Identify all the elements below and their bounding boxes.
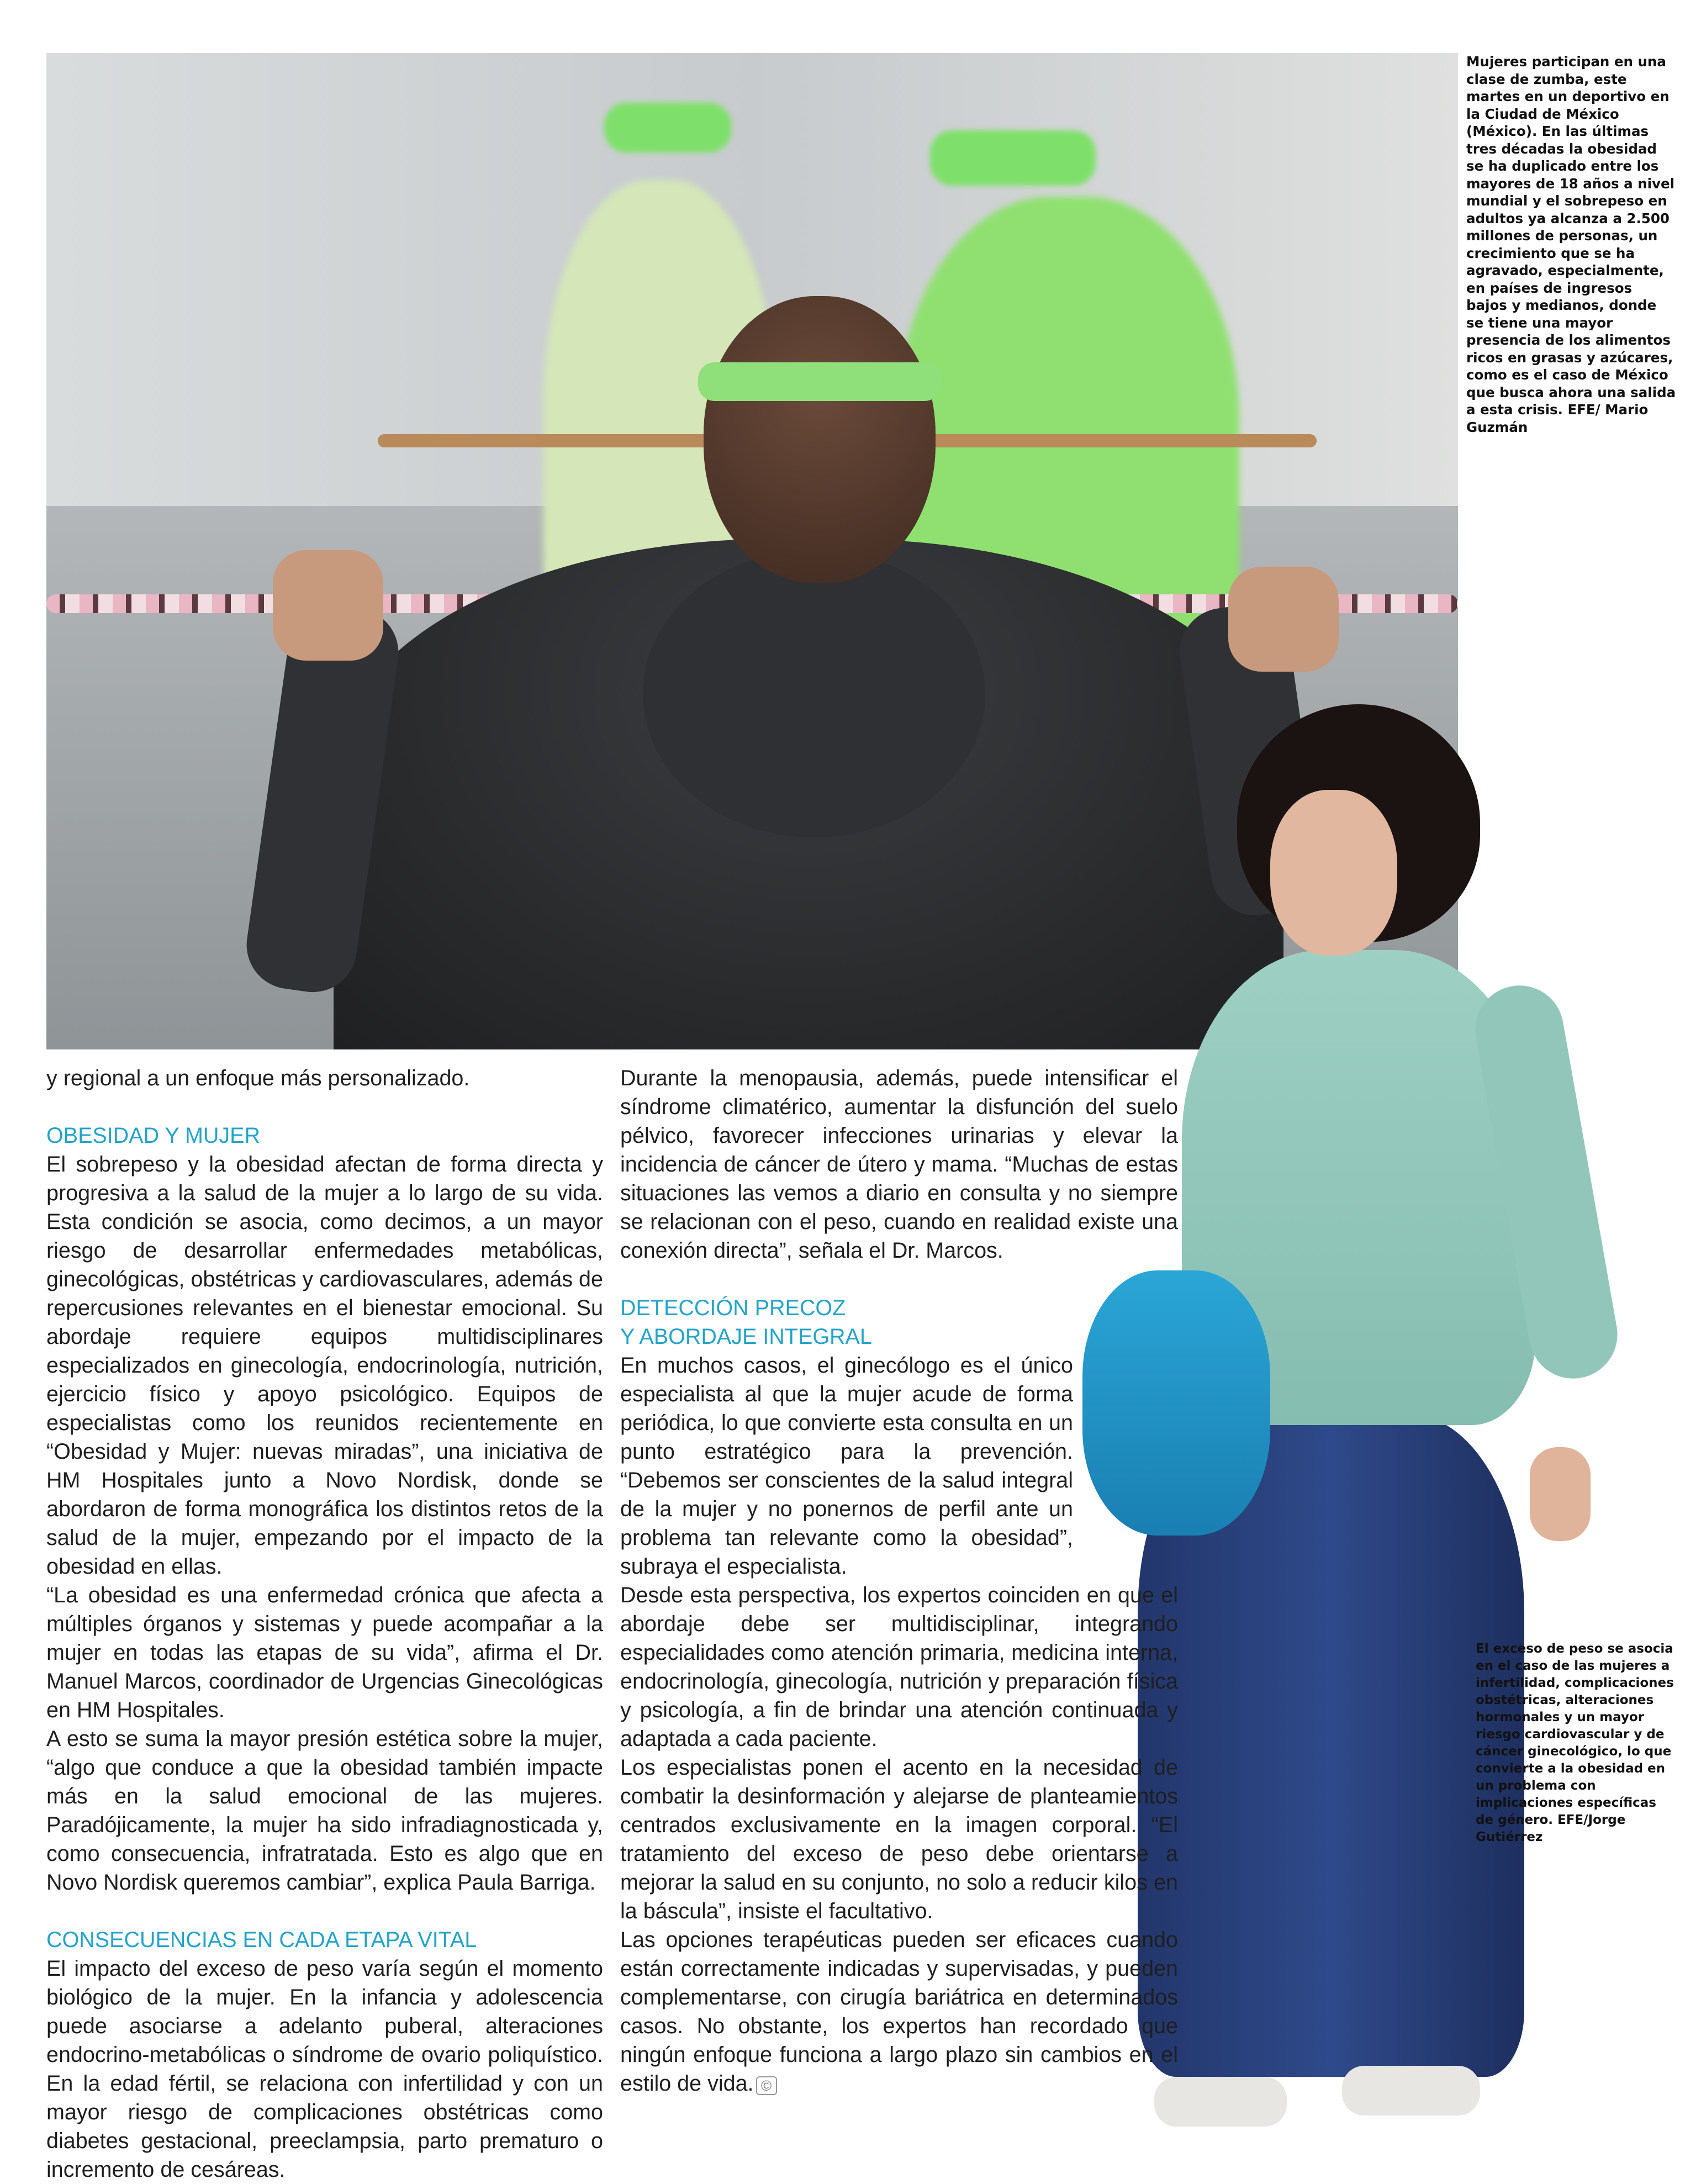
heading-obesidad-y-mujer: OBESIDAD Y MUJER xyxy=(46,1123,261,1148)
woman-shoe-right xyxy=(1342,2066,1480,2116)
paragraph-text: Las opciones terapéuticas pueden ser eficaces cuando están correctamente indicadas y supervisadas, y pueden complementarse, con cirugía bariátrica en determinados casos. No obstante, los expertos han recordado que ningún enfoque funciona a largo plazo sin cambios en el estilo de vida. xyxy=(620,1928,1178,2096)
left-hand xyxy=(273,550,383,661)
paragraph: Los especialistas ponen el acento en la necesidad de combatir la desinformación y alejarse de planteamientos centrados exclusivamente en la imagen corporal. “El tratamiento del exceso de peso debe orientarse a mejorar la salud en su conjunto, no solo a reducir kilos en la báscula”, insiste el facultativo. xyxy=(620,1755,1178,1923)
article-column-1 xyxy=(46,1064,603,2184)
background-visor-left xyxy=(604,103,731,152)
heading-deteccion-precoz: DETECCIÓN PRECOZ xyxy=(620,1296,846,1320)
right-hand xyxy=(1228,567,1339,672)
end-mark: © xyxy=(756,2076,777,2095)
photo-caption-top: Mujeres participan en una clase de zumba, este martes en un deportivo en la Ciudad de México (México). En las últimas tres décadas la obesidad se ha duplicado entre los mayores de 18 años a nivel mundial y el sobrepeso en adultos ya alcanza a 2.500 millones de personas, un crecimiento que se ha agravado, especialmente, en países de ingresos bajos y medianos, donde se tiene una mayor presencia de los alimentos ricos en grasas y azúcares, como es el caso de México que busca ahora una salida a esta crisis. EFE/ Mario Guzmán xyxy=(1466,54,1676,435)
paragraph: En muchos casos, el ginecólogo es el único especialista al que la mujer acude de forma periódica, lo que convierte esta consulta en un punto estratégico para la prevención. “Debemos ser conscientes de la salud integral de la mujer y no ponernos de perfil ante un problema tan relevante como la obesidad”, subraya el especialista. xyxy=(620,1353,1073,1579)
photo-caption-bottom: El exceso de peso se asocia en el caso de las mujeres a infertilidad, complicaciones obstétricas, alteraciones hormonales y un mayor riesgo cardiovascular y de cáncer ginecológico, lo que convierte a la obesidad en un problema con implicaciones específicas de género. EFE/Jorge Gutiérrez xyxy=(1476,1642,1674,1844)
head xyxy=(704,296,936,583)
article-column-2 xyxy=(620,1064,1178,2098)
paragraph xyxy=(620,1925,1178,2098)
green-headband xyxy=(698,362,941,401)
paragraph: El sobrepeso y la obesidad afectan de forma directa y progresiva a la salud de la mujer a lo largo de su vida. Esta condición se asocia, como decimos, a un mayor riesgo de desarrollar enfermedades metabólicas, ginecológicas, obstétricas y cardiovasculares, además de repercusiones relevantes en el bienestar emocional. Su abordaje requiere equipos multidisciplinares especializados en ginecología, endocrinología, nutrición, ejercicio físico y apoyo psicológico. Equipos de especialistas como los reunidos recientemente en “Obesidad y Mujer: nuevas miradas”, una iniciativa de HM Hospitales junto a Novo Nordisk, donde se abordaron de forma monográfica los distintos retos de la salud de la mujer, empezando por el impacto de la obesidad en ellas. xyxy=(46,1152,603,1579)
paragraph: Desde esta perspectiva, los expertos coinciden en que el abordaje debe ser multidisciplinar, integrando especialidades como atención primaria, medicina interna, endocrinología, ginecología, nutrición y preparación física y psicología, a fin de brindar una atención continuada y adaptada a cada paciente. xyxy=(620,1583,1178,1751)
hood xyxy=(643,550,985,837)
main-photo xyxy=(46,53,1458,1049)
woman-face xyxy=(1270,790,1397,956)
woman-hand xyxy=(1530,1447,1591,1541)
background-visor-right xyxy=(930,130,1096,186)
paragraph: El impacto del exceso de peso varía según el momento biológico de la mujer. En la infancia y adolescencia puede asociarse a adelanto puberal, alteraciones endocrino-metabólicas o síndrome de ovario poliquístico. En la edad fértil, se relaciona con infertilidad y con un mayor riesgo de complicaciones obstétricas como diabetes gestacional, preeclampsia, parto prematuro o incremento de cesáreas. xyxy=(46,1956,603,2182)
paragraph: Durante la menopausia, además, puede intensificar el síndrome climatérico, aumentar la disfunción del suelo pélvico, favorecer infecciones urinarias y elevar la incidencia de cáncer de útero y mama. “Muchas de estas situaciones las vemos a diario en consulta y no siempre se relacionan con el peso, cuando en realidad existe una conexión directa”, señala el Dr. Marcos. xyxy=(620,1066,1178,1263)
heading-abordaje-integral: Y ABORDAJE INTEGRAL xyxy=(620,1325,872,1349)
paragraph: “La obesidad es una enfermedad crónica que afecta a múltiples órganos y sistemas y puede acompañar a la mujer en todas las etapas de su vida”, afirma el Dr. Manuel Marcos, coordinador de Urgencias Ginecológicas en HM Hospitales. xyxy=(46,1583,603,1722)
paragraph: A esto se suma la mayor presión estética sobre la mujer, “algo que conduce a que la obesidad también impacte más en la salud emocional de las mujeres. Paradójicamente, la mujer ha sido infradiagnosticada y, como consecuencia, infratratada. Esto es algo que en Novo Nordisk queremos cambiar”, explica Paula Barriga. xyxy=(46,1727,603,1895)
intro-line: y regional a un enfoque más personalizado. xyxy=(46,1066,470,1090)
heading-consecuencias: CONSECUENCIAS EN CADA ETAPA VITAL xyxy=(46,1928,477,1952)
